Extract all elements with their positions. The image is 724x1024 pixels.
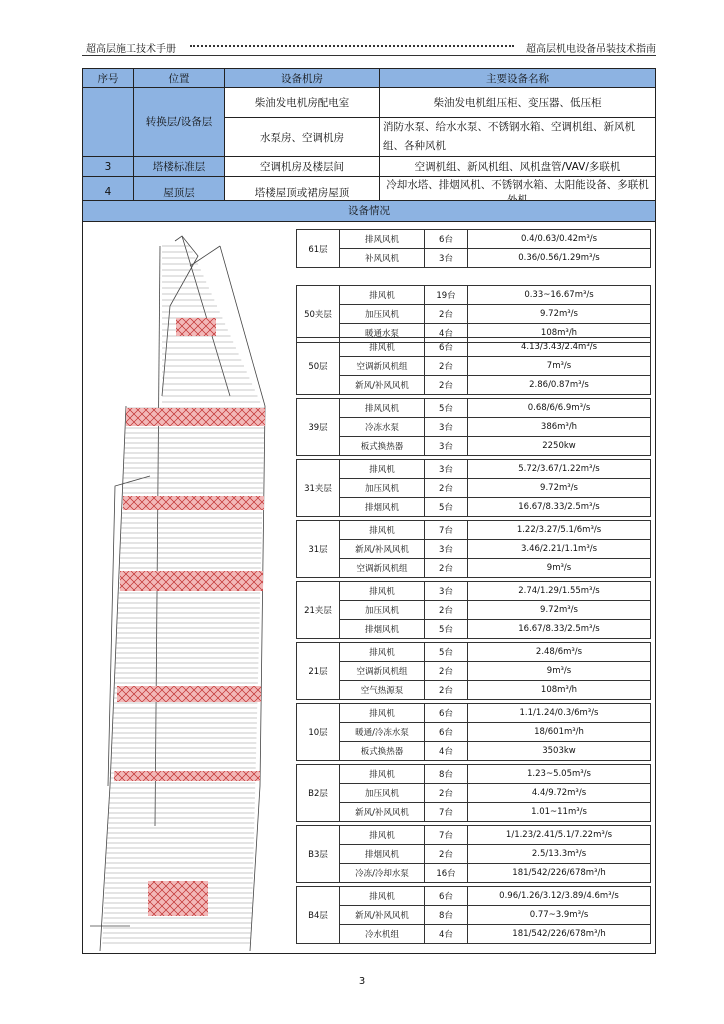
equipment-capacity: 1/1.23/2.41/5.1/7.22m³/s (468, 826, 651, 845)
cell-no: 3 (83, 157, 134, 177)
table-row (297, 723, 651, 742)
equipment-name: 排烟风机 (340, 620, 425, 639)
equipment-name: 新风/补风风机 (340, 376, 425, 395)
table-row (297, 559, 651, 578)
table-row (297, 826, 651, 845)
equipment-capacity: 3.46/2.21/1.1m³/s (468, 540, 651, 559)
equipment-capacity: 7m³/s (468, 357, 651, 376)
cell-no (83, 88, 134, 157)
equipment-capacity: 0.36/0.56/1.29m³/s (468, 249, 651, 268)
equipment-name: 加压风机 (340, 784, 425, 803)
table-row (297, 845, 651, 864)
equipment-name: 排风机 (340, 286, 425, 305)
equipment-name: 排风机 (340, 887, 425, 906)
page-number: 3 (358, 976, 366, 987)
table-row (297, 437, 651, 456)
table-row (297, 582, 651, 601)
cell-room: 空调机房及楼层间 (225, 157, 380, 177)
equipment-capacity: 4.13/3.43/2.4m³/s (468, 338, 651, 357)
table-row (297, 864, 651, 883)
equipment-name: 新风/补风风机 (340, 540, 425, 559)
cell-equipment: 消防水泵、给水水泵、不锈钢水箱、空调机组、新风机组、各种风机 (380, 118, 656, 157)
table-row (297, 357, 651, 376)
equipment-count: 2台 (425, 376, 468, 395)
mech-floor-band (148, 881, 208, 916)
equipment-name: 空调新风机组 (340, 357, 425, 376)
equipment-capacity: 9m³/s (468, 559, 651, 578)
tower-floor-lines (102, 246, 265, 943)
floor-label: B2层 (297, 765, 340, 822)
equipment-capacity: 4.4/9.72m³/s (468, 784, 651, 803)
cell-position: 转换层/设备层 (134, 88, 225, 157)
equipment-count: 3台 (425, 437, 468, 456)
table-row (297, 479, 651, 498)
equipment-count: 3台 (425, 249, 468, 268)
table-row (297, 662, 651, 681)
equipment-capacity: 0.4/0.63/0.42m³/s (468, 230, 651, 249)
equipment-count: 8台 (425, 906, 468, 925)
equipment-name: 排风机 (340, 704, 425, 723)
equipment-name: 排风机 (340, 643, 425, 662)
floor-label: 61层 (297, 230, 340, 268)
equipment-capacity: 9.72m³/s (468, 601, 651, 620)
equipment-group-table (296, 398, 651, 456)
equipment-name: 冷冻水泵 (340, 418, 425, 437)
equipment-capacity: 2.48/6m³/s (468, 643, 651, 662)
equipment-capacity: 2250kw (468, 437, 651, 456)
equipment-count: 5台 (425, 620, 468, 639)
table-row (297, 376, 651, 395)
equipment-count: 6台 (425, 230, 468, 249)
table-row (297, 249, 651, 268)
header-rule (82, 55, 656, 56)
tower-elevation-drawing (90, 226, 290, 951)
mech-floor-band (114, 771, 260, 781)
equipment-count: 8台 (425, 765, 468, 784)
header-left: 超高层施工技术手册 (86, 44, 176, 55)
mech-floor-band (126, 408, 265, 426)
table-row (297, 784, 651, 803)
table-row (297, 498, 651, 517)
equipment-capacity: 1.22/3.27/5.1/6m³/s (468, 521, 651, 540)
col-no: 序号 (83, 69, 134, 88)
equipment-name: 暖通水泵 (340, 324, 425, 343)
equipment-count: 6台 (425, 887, 468, 906)
equipment-count: 6台 (425, 338, 468, 357)
cell-position: 屋顶层 (134, 177, 225, 208)
equipment-count: 5台 (425, 643, 468, 662)
equipment-name: 新风/补风风机 (340, 803, 425, 822)
table-row (297, 601, 651, 620)
equipment-name: 补风风机 (340, 249, 425, 268)
cell-room: 塔楼屋顶或裙房屋顶 (225, 177, 380, 208)
mech-floor-band (176, 318, 216, 336)
equipment-name: 排风机 (340, 826, 425, 845)
equipment-name: 空气热源泵 (340, 681, 425, 700)
mech-floor-band (120, 571, 263, 591)
table-row (297, 286, 651, 305)
equipment-name: 加压风机 (340, 305, 425, 324)
equipment-capacity: 18/601m³/h (468, 723, 651, 742)
equipment-capacity: 0.77~3.9m³/s (468, 906, 651, 925)
cell-room: 柴油发电机房配电室 (225, 88, 380, 118)
equipment-name: 冷冻/冷却水泵 (340, 864, 425, 883)
equipment-group-table (296, 703, 651, 761)
equipment-name: 板式换热器 (340, 437, 425, 456)
floor-label: B3层 (297, 826, 340, 883)
equipment-capacity: 2.86/0.87m³/s (468, 376, 651, 395)
equipment-count: 7台 (425, 826, 468, 845)
equipment-count: 2台 (425, 357, 468, 376)
equipment-name: 排风机 (340, 765, 425, 784)
equipment-group-table (296, 825, 651, 883)
table-row (297, 521, 651, 540)
equipment-group-table (296, 285, 651, 343)
equipment-name: 暖通/冷冻水泵 (340, 723, 425, 742)
equipment-name: 加压风机 (340, 601, 425, 620)
equipment-capacity: 9.72m³/s (468, 479, 651, 498)
equipment-count: 2台 (425, 784, 468, 803)
equipment-count: 3台 (425, 582, 468, 601)
floor-label: 50夹层 (297, 286, 340, 343)
equipment-count: 2台 (425, 559, 468, 578)
equipment-capacity: 0.96/1.26/3.12/3.89/4.6m³/s (468, 887, 651, 906)
mech-floor-band (117, 686, 261, 702)
equipment-group-table (296, 764, 651, 822)
equipment-count: 7台 (425, 521, 468, 540)
equipment-name: 冷水机组 (340, 925, 425, 944)
equipment-count: 2台 (425, 662, 468, 681)
equipment-count: 16台 (425, 864, 468, 883)
equipment-capacity: 16.67/8.33/2.5m³/s (468, 620, 651, 639)
section-title: 设备情况 (82, 200, 656, 222)
equipment-group-table (296, 520, 651, 578)
table-row (297, 460, 651, 479)
cell-equipment: 冷却水塔、排烟风机、不锈钢水箱、太阳能设备、多联机 (380, 177, 656, 208)
equipment-group-table (296, 459, 651, 517)
equipment-capacity: 9.72m³/s (468, 305, 651, 324)
equipment-name: 排风风机 (340, 230, 425, 249)
table-row (297, 742, 651, 761)
page-header (82, 36, 656, 56)
equipment-count: 4台 (425, 925, 468, 944)
table-row (297, 418, 651, 437)
equipment-name: 排烟风机 (340, 498, 425, 517)
tower-mechanical-floors (114, 318, 265, 916)
cell-no: 4 (83, 177, 134, 208)
equipment-capacity: 1.23~5.05m³/s (468, 765, 651, 784)
equipment-count: 2台 (425, 845, 468, 864)
equipment-capacity: 108m³/h (468, 324, 651, 343)
floor-label: 10层 (297, 704, 340, 761)
mech-floor-band (123, 496, 264, 510)
equipment-capacity: 1.01~11m³/s (468, 803, 651, 822)
equipment-capacity: 2.74/1.29/1.55m³/s (468, 582, 651, 601)
equipment-capacity: 0.68/6/6.9m³/s (468, 399, 651, 418)
equipment-count: 3台 (425, 540, 468, 559)
equipment-count: 5台 (425, 498, 468, 517)
table-row (297, 925, 651, 944)
equipment-group-table (296, 886, 651, 944)
equipment-capacity: 181/542/226/678m³/h (468, 925, 651, 944)
floor-label: 31夹层 (297, 460, 340, 517)
table-row (297, 704, 651, 723)
equipment-count: 6台 (425, 704, 468, 723)
table-row (297, 887, 651, 906)
cell-equipment: 柴油发电机组压柜、变压器、低压柜 (380, 88, 656, 118)
equipment-group-table (296, 581, 651, 639)
cell-room: 水泵房、空调机房 (225, 118, 380, 157)
table-row (297, 906, 651, 925)
equipment-name: 排烟风机 (340, 845, 425, 864)
table-row (297, 765, 651, 784)
table-row (297, 803, 651, 822)
equipment-count: 19台 (425, 286, 468, 305)
equipment-group-table (296, 337, 651, 395)
equipment-capacity: 386m³/h (468, 418, 651, 437)
cell-position: 塔楼标准层 (134, 157, 225, 177)
equipment-capacity: 181/542/226/678m³/h (468, 864, 651, 883)
col-equipment: 主要设备名称 (380, 69, 656, 88)
table-row (297, 620, 651, 639)
table-row (297, 643, 651, 662)
equipment-capacity: 2.5/13.3m³/s (468, 845, 651, 864)
equipment-name: 排风机 (340, 460, 425, 479)
equipment-count: 3台 (425, 418, 468, 437)
equipment-capacity: 5.72/3.67/1.22m³/s (468, 460, 651, 479)
equipment-name: 排风机 (340, 338, 425, 357)
col-position: 位置 (134, 69, 225, 88)
floor-label: 21层 (297, 643, 340, 700)
equipment-count: 2台 (425, 601, 468, 620)
equipment-count: 6台 (425, 723, 468, 742)
cell-equipment: 空调机组、新风机组、风机盘管/VAV/多联机 (380, 157, 656, 177)
table-row (297, 305, 651, 324)
header-right: 超高层机电设备吊装技术指南 (526, 44, 656, 55)
floor-label: 39层 (297, 399, 340, 456)
equipment-group-table (296, 642, 651, 700)
equipment-count: 2台 (425, 479, 468, 498)
table-row (297, 540, 651, 559)
floor-label: 21夹层 (297, 582, 340, 639)
equipment-name: 空调新风机组 (340, 662, 425, 681)
equipment-name: 新风/补风风机 (340, 906, 425, 925)
equipment-count: 2台 (425, 305, 468, 324)
equipment-capacity: 108m³/h (468, 681, 651, 700)
equipment-name: 排风风机 (340, 399, 425, 418)
equipment-count: 5台 (425, 399, 468, 418)
equipment-count: 3台 (425, 460, 468, 479)
equipment-capacity: 0.33~16.67m³/s (468, 286, 651, 305)
equipment-name: 排风机 (340, 521, 425, 540)
equipment-count: 4台 (425, 324, 468, 343)
header-dots (190, 45, 514, 47)
table-row (297, 399, 651, 418)
equipment-count: 7台 (425, 803, 468, 822)
equipment-count: 4台 (425, 742, 468, 761)
table-row (297, 230, 651, 249)
floor-label: 50层 (297, 338, 340, 395)
table-row (297, 338, 651, 357)
equipment-name: 加压风机 (340, 479, 425, 498)
floor-label: 31层 (297, 521, 340, 578)
equipment-capacity: 16.67/8.33/2.5m³/s (468, 498, 651, 517)
equipment-room-table (82, 68, 656, 208)
tower-outline (90, 236, 265, 951)
equipment-capacity: 9m³/s (468, 662, 651, 681)
table-row (297, 681, 651, 700)
equipment-name: 板式换热器 (340, 742, 425, 761)
equipment-name: 排风机 (340, 582, 425, 601)
equipment-name: 空调新风机组 (340, 559, 425, 578)
equipment-count: 2台 (425, 681, 468, 700)
col-room: 设备机房 (225, 69, 380, 88)
floor-label: B4层 (297, 887, 340, 944)
equipment-group-table (296, 229, 651, 268)
equipment-capacity: 1.1/1.24/0.3/6m³/s (468, 704, 651, 723)
equipment-capacity: 3503kw (468, 742, 651, 761)
